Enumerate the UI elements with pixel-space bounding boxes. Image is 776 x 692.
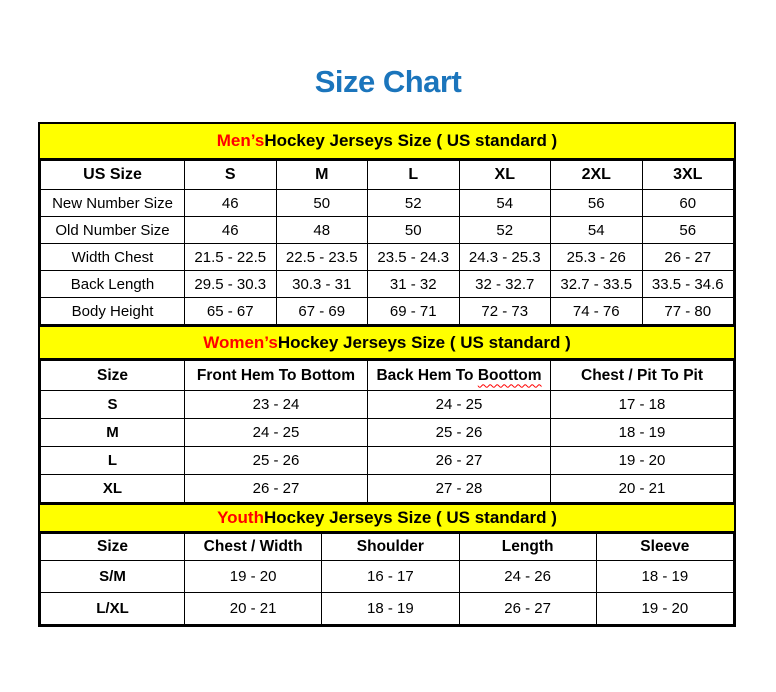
data-cell: 24 - 25 <box>185 419 368 447</box>
data-cell: 26 - 27 <box>368 447 551 475</box>
youth-banner-highlight: Youth <box>217 508 264 527</box>
row-label-cell: Body Height <box>41 298 185 325</box>
mens-banner-highlight: Men’s <box>216 131 265 150</box>
data-cell: 17 - 18 <box>551 391 734 419</box>
data-cell: 54 <box>459 190 551 217</box>
header-cell: 3XL <box>642 161 734 190</box>
data-cell: 26 - 27 <box>642 244 734 271</box>
header-cell: US Size <box>41 161 185 190</box>
data-cell: 48 <box>276 217 368 244</box>
data-cell: 46 <box>185 217 277 244</box>
row-label-cell: XL <box>41 475 185 503</box>
data-cell: 65 - 67 <box>185 298 277 325</box>
header-cell: Chest / Pit To Pit <box>551 361 734 391</box>
table-row <box>41 217 734 244</box>
row-label-cell: Old Number Size <box>41 217 185 244</box>
data-cell: 20 - 21 <box>185 593 322 625</box>
data-cell: 25 - 26 <box>185 447 368 475</box>
data-cell: 52 <box>368 190 460 217</box>
data-cell: 33.5 - 34.6 <box>642 271 734 298</box>
womens-header-row <box>41 361 734 391</box>
data-cell: 23 - 24 <box>185 391 368 419</box>
table-row <box>41 244 734 271</box>
row-label-cell: Width Chest <box>41 244 185 271</box>
data-cell: 24 - 26 <box>459 561 596 593</box>
youth-header-row <box>41 534 734 561</box>
header-cell: M <box>276 161 368 190</box>
page-title: Size Chart <box>314 64 462 99</box>
table-row <box>41 447 734 475</box>
data-cell: 72 - 73 <box>459 298 551 325</box>
youth-banner-text: Hockey Jerseys Size ( US standard ) <box>263 508 557 527</box>
data-cell: 74 - 76 <box>551 298 643 325</box>
data-cell: 23.5 - 24.3 <box>368 244 460 271</box>
data-cell: 19 - 20 <box>551 447 734 475</box>
data-cell: 18 - 19 <box>322 593 459 625</box>
row-label-cell: S/M <box>41 561 185 593</box>
row-label-cell: M <box>41 419 185 447</box>
data-cell: 30.3 - 31 <box>276 271 368 298</box>
header-cell: Shoulder <box>322 534 459 561</box>
data-cell: 60 <box>642 190 734 217</box>
header-cell: Front Hem To Bottom <box>185 361 368 391</box>
data-cell: 18 - 19 <box>551 419 734 447</box>
data-cell: 16 - 17 <box>322 561 459 593</box>
data-cell: 19 - 20 <box>596 593 733 625</box>
back-hem-label: Back Hem To <box>376 366 478 384</box>
table-row <box>41 271 734 298</box>
data-cell: 50 <box>276 190 368 217</box>
mens-section-banner <box>40 124 734 160</box>
youth-size-table <box>40 533 734 625</box>
womens-size-table <box>40 360 734 503</box>
data-cell: 52 <box>459 217 551 244</box>
data-cell: 24 - 25 <box>368 391 551 419</box>
data-cell: 27 - 28 <box>368 475 551 503</box>
data-cell: 31 - 32 <box>368 271 460 298</box>
row-label-cell: L <box>41 447 185 475</box>
womens-banner-highlight: Women’s <box>203 332 278 352</box>
table-row <box>41 298 734 325</box>
row-label-cell: L/XL <box>41 593 185 625</box>
data-cell: 46 <box>185 190 277 217</box>
data-cell: 19 - 20 <box>185 561 322 593</box>
row-label-cell: New Number Size <box>41 190 185 217</box>
header-cell: Chest / Width <box>185 534 322 561</box>
data-cell: 32 - 32.7 <box>459 271 551 298</box>
data-cell: 22.5 - 23.5 <box>276 244 368 271</box>
table-row <box>41 419 734 447</box>
data-cell: 56 <box>551 190 643 217</box>
header-cell: S <box>185 161 277 190</box>
table-row <box>41 391 734 419</box>
data-cell: 18 - 19 <box>596 561 733 593</box>
header-cell: Sleeve <box>596 534 733 561</box>
header-cell: L <box>368 161 460 190</box>
womens-banner-text: Hockey Jerseys Size ( US standard ) <box>277 332 571 352</box>
size-chart-table <box>38 122 736 627</box>
back-hem-word-underlined: Boottom <box>477 366 542 384</box>
row-label-cell: S <box>41 391 185 419</box>
header-cell: Size <box>41 361 185 391</box>
header-cell: Size <box>41 534 185 561</box>
data-cell: 67 - 69 <box>276 298 368 325</box>
table-row <box>41 561 734 593</box>
data-cell: 20 - 21 <box>551 475 734 503</box>
table-row <box>41 190 734 217</box>
data-cell: 77 - 80 <box>642 298 734 325</box>
table-row <box>41 593 734 625</box>
data-cell: 24.3 - 25.3 <box>459 244 551 271</box>
header-cell: XL <box>459 161 551 190</box>
table-row <box>41 475 734 503</box>
mens-header-row <box>41 161 734 190</box>
data-cell: 26 - 27 <box>185 475 368 503</box>
header-cell: 2XL <box>551 161 643 190</box>
data-cell: 56 <box>642 217 734 244</box>
data-cell: 21.5 - 22.5 <box>185 244 277 271</box>
data-cell: 32.7 - 33.5 <box>551 271 643 298</box>
data-cell: 69 - 71 <box>368 298 460 325</box>
mens-size-table <box>40 160 734 325</box>
header-cell-misspelled <box>368 361 551 391</box>
data-cell: 25.3 - 26 <box>551 244 643 271</box>
data-cell: 25 - 26 <box>368 419 551 447</box>
data-cell: 26 - 27 <box>459 593 596 625</box>
data-cell: 50 <box>368 217 460 244</box>
header-cell: Length <box>459 534 596 561</box>
data-cell: 29.5 - 30.3 <box>185 271 277 298</box>
mens-banner-text: Hockey Jerseys Size ( US standard ) <box>264 131 558 150</box>
womens-section-banner <box>40 325 734 360</box>
youth-section-banner <box>40 503 734 533</box>
data-cell: 54 <box>551 217 643 244</box>
row-label-cell: Back Length <box>41 271 185 298</box>
